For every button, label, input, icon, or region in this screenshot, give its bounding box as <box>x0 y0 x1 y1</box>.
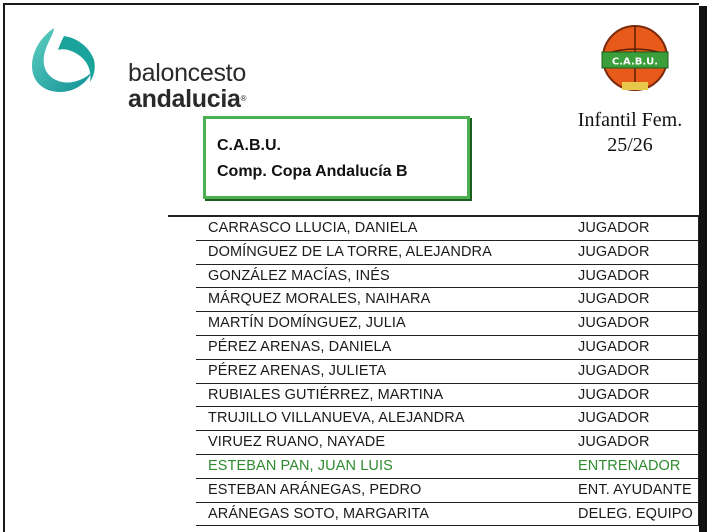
table-row <box>196 336 699 360</box>
club-crest <box>600 24 670 96</box>
member-role: JUGADOR <box>578 386 650 403</box>
member-name: PÉREZ ARENAS, DANIELA <box>208 338 392 355</box>
member-role: JUGADOR <box>578 410 650 427</box>
club-name: C.A.B.U. <box>217 137 281 154</box>
table-row <box>196 384 699 408</box>
member-role: JUGADOR <box>578 220 650 236</box>
member-name: MARTÍN DOMÍNGUEZ, JULIA <box>208 315 406 332</box>
logo-wordmark-line2: andalucia® <box>128 85 247 113</box>
basketball-crest-icon <box>600 24 670 96</box>
competition-name: Comp. Copa Andalucía B <box>217 163 408 180</box>
table-row-coach <box>196 455 699 479</box>
table-row <box>196 431 699 455</box>
member-name: MÁRQUEZ MORALES, NAIHARA <box>208 291 431 308</box>
table-row <box>196 407 699 431</box>
member-name: ARÁNEGAS SOTO, MARGARITA <box>208 505 430 522</box>
member-name: VIRUEZ RUANO, NAYADE <box>208 434 386 451</box>
member-name: RUBIALES GUTIÉRREZ, MARTINA <box>208 386 444 403</box>
member-role: JUGADOR <box>578 243 650 260</box>
table-row <box>196 360 699 384</box>
member-role: ENT. AYUDANTE <box>578 481 692 498</box>
member-name: ESTEBAN PAN, JUAN LUIS <box>208 457 393 474</box>
member-name: GONZÁLEZ MACÍAS, INÉS <box>208 267 390 284</box>
member-name: ESTEBAN ARÁNEGAS, PEDRO <box>208 481 422 498</box>
season-label: 25/26 <box>607 134 653 156</box>
basketball-swirl-icon <box>24 26 104 96</box>
member-role: JUGADOR <box>578 338 650 355</box>
member-role: DELEG. EQUIPO <box>578 505 693 522</box>
table-row <box>196 241 699 265</box>
table-row <box>196 217 699 241</box>
frame-shadow <box>699 6 707 532</box>
crest-label: C.A.B.U. <box>611 56 659 68</box>
category-season <box>565 108 695 158</box>
logo-wordmark-line1: baloncesto <box>128 59 246 87</box>
table-row <box>196 265 699 289</box>
table-row <box>196 312 699 336</box>
category-label: Infantil Fem. <box>577 109 683 131</box>
team-title-box <box>203 116 470 199</box>
member-role: ENTRENADOR <box>578 457 681 474</box>
member-name: PÉREZ ARENAS, JULIETA <box>208 362 387 379</box>
member-name: CARRASCO LLUCIA, DANIELA <box>208 220 418 236</box>
member-name: TRUJILLO VILLANUEVA, ALEJANDRA <box>208 410 465 427</box>
member-role: JUGADOR <box>578 315 650 332</box>
member-name: DOMÍNGUEZ DE LA TORRE, ALEJANDRA <box>208 243 492 260</box>
roster-table <box>196 217 699 526</box>
table-row <box>196 503 699 527</box>
member-role: JUGADOR <box>578 434 650 451</box>
member-role: JUGADOR <box>578 291 650 308</box>
member-role: JUGADOR <box>578 362 650 379</box>
federation-logo <box>24 26 247 113</box>
table-row <box>196 479 699 503</box>
member-role: JUGADOR <box>578 267 650 284</box>
table-row <box>196 288 699 312</box>
